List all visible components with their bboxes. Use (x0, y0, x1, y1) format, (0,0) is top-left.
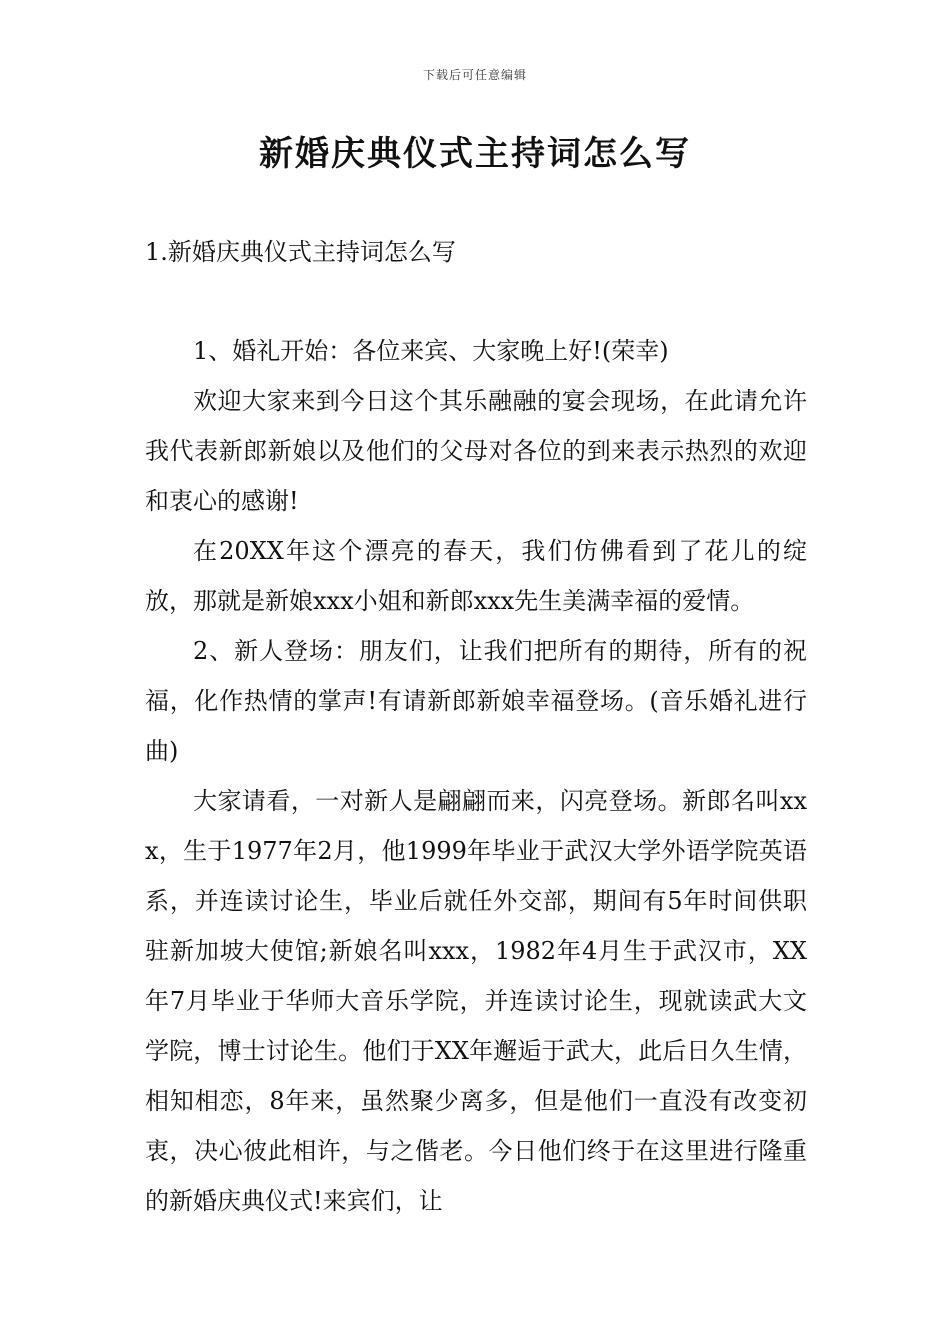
paragraph-welcome: 欢迎大家来到今日这个其乐融融的宴会现场，在此请允许我代表新郎新娘以及他们的父母对各位的到来表示热烈的欢迎和衷心的感谢! (145, 387, 807, 515)
header-note: 下载后可任意编辑 (422, 68, 527, 82)
document-title: 新婚庆典仪式主持词怎么写 (259, 134, 691, 174)
paragraph-wedding-start: 1、婚礼开始：各位来宾、大家晚上好!(荣幸) (193, 337, 669, 365)
section-heading: 1.新婚庆典仪式主持词怎么写 (145, 238, 456, 266)
paragraph-couple-intro: 大家请看，一对新人是翩翩而来，闪亮登场。新郎名叫xxx，生于1977年2月，他1999年毕业于武汉大学外语学院英语系，并连读讨论生，毕业后就任外交部，期间有5年时间供职驻新加坡大使馆;新娘名叫xxx，1982年4月生于武汉市，XX年7月毕业于华师大音乐学院，并连读讨论生，现就读武大文学院，博士讨论生。他们于XX年邂逅于武大，此后日久生情，相知相恋，8年来，虽然聚少离多，但是他们一直没有改变初衷，决心彼此相许，与之偕老。今日他们终于在这里进行隆重的新婚庆典仪式!来宾们，让 (145, 787, 807, 1215)
paragraph-entrance: 2、新人登场：朋友们，让我们把所有的期待，所有的祝福，化作热情的掌声!有请新郎新娘幸福登场。(音乐婚礼进行曲) (145, 637, 807, 765)
document-body (145, 326, 807, 1226)
paragraph-spring: 在20XX年这个漂亮的春天，我们仿佛看到了花儿的绽放，那就是新娘xxx小姐和新郎xxx先生美满幸福的爱情。 (145, 537, 807, 615)
